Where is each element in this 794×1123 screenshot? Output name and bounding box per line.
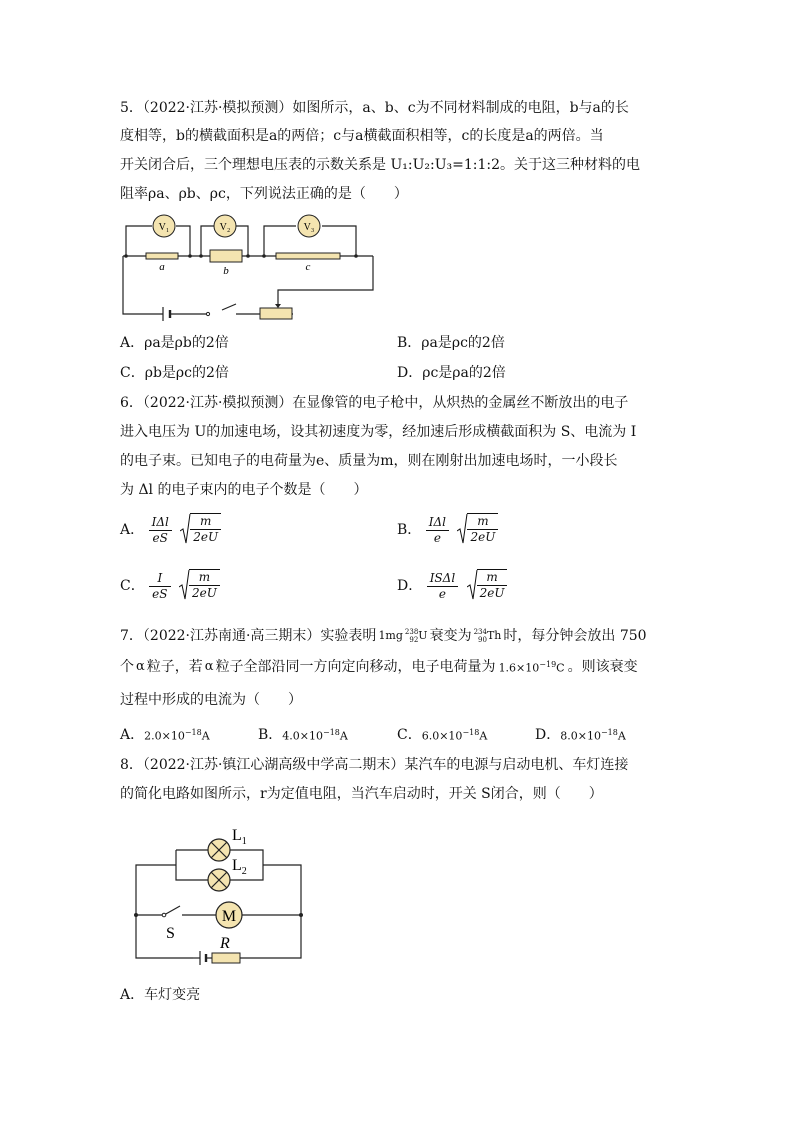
- q5-line-3: 开关闭合后，三个理想电压表的示数关系是 U₁:U₂:U₃=1:1:2。关于这三种材料的电: [120, 157, 641, 173]
- q7-uranium-nuclide: 238 92 U: [404, 628, 428, 644]
- q5-option-b[interactable]: B．ρa是ρc的2倍: [397, 335, 505, 351]
- q5-option-a[interactable]: A．ρa是ρb的2倍: [120, 335, 229, 351]
- q6-option-d[interactable]: [397, 569, 507, 603]
- q6-option-a[interactable]: [120, 513, 221, 547]
- q6-option-a-fraction: $\frac{\text{IΔl}}{eS}$: [149, 515, 172, 546]
- q7-option-c[interactable]: C．$6.0\times 10^{-18}A$: [397, 726, 488, 743]
- resistor-b-label: b: [223, 265, 229, 277]
- q6-option-b-label: B．: [397, 522, 422, 538]
- lamp-l1-label: $L_1$: [232, 827, 247, 847]
- q7-thorium-nuclide: 234 90 Th: [473, 628, 502, 644]
- q7-option-d[interactable]: D．$8.0\times 10^{-18}A$: [535, 726, 626, 743]
- q6-option-b-fraction: $\frac{\text{IΔl}}{e}$: [426, 515, 449, 546]
- q6-option-d-sqrt: $\frac{m}{2eU}$: [467, 569, 508, 603]
- q8-circuit-diagram: [128, 820, 308, 972]
- q5-line-4: 阻率ρa、ρb、ρc，下列说法正确的是（ ）: [120, 186, 408, 202]
- q6-option-b[interactable]: [397, 513, 498, 547]
- voltmeter-2-label: V₂: [219, 222, 231, 233]
- q7-option-a[interactable]: A．$2.0\times 10^{-18}A$: [120, 726, 210, 743]
- q6-option-b-sqrt: $\frac{m}{2eU}$: [457, 513, 498, 547]
- q5-line-1: 5．（2022·江苏·模拟预测）如图所示，a、b、c为不同材料制成的电阻，b与a的长: [120, 100, 629, 116]
- q8-option-a[interactable]: A．车灯变亮: [120, 987, 201, 1003]
- q6-option-c-sqrt: $\frac{m}{2eU}$: [179, 569, 220, 603]
- q6-line-4: 为 Δl 的电子束内的电子个数是（ ）: [120, 482, 368, 498]
- q7-option-b[interactable]: B．$4.0\times 10^{-18}A$: [258, 726, 348, 743]
- q7-line-1: 7．（2022·江苏南通·高三期末）实验表明 1mg 238 92 U 衰变为 234 90 Th 时，每分钟会放出 750: [120, 628, 647, 644]
- q8-line-2: 的简化电路如图所示，r为定值电阻，当汽车启动时，开关 S闭合，则（ ）: [120, 786, 603, 802]
- voltmeter-1-label: V₁: [158, 222, 170, 233]
- q6-line-3: 的电子束。已知电子的电荷量为e、质量为m，则在刚射出加速电场时，一小段长: [120, 453, 618, 469]
- q6-line-1: 6．（2022·江苏·模拟预测）在显像管的电子枪中，从炽热的金属丝不断放出的电子: [120, 395, 629, 411]
- q7-mass: 1mg: [378, 629, 403, 642]
- q6-option-a-sqrt: $\frac{m}{2eU}$: [180, 513, 221, 547]
- q5-option-d[interactable]: D．ρc是ρa的2倍: [397, 365, 506, 381]
- q6-line-2: 进入电压为 U的加速电场，设其初速度为零，经加速后形成横截面积为 S、电流为 I: [120, 424, 637, 440]
- q5-option-c[interactable]: C．ρb是ρc的2倍: [120, 365, 229, 381]
- q5-line-2: 度相等，b的横截面积是a的两倍；c与a横截面积相等，c的长度是a的两倍。当: [120, 128, 604, 144]
- voltmeter-3-label: V₃: [303, 222, 315, 233]
- q6-option-c[interactable]: [120, 569, 220, 603]
- resistor-c-label: c: [305, 261, 311, 273]
- q6-option-d-fraction: $\frac{\text{ISΔl}}{e}$: [427, 571, 458, 602]
- q6-option-c-fraction: $\frac{I}{eS}$: [149, 571, 170, 602]
- q6-option-a-label: A．: [120, 522, 145, 538]
- q8-line-1: 8．（2022·江苏·镇江心湖高级中学高二期末）某汽车的电源与启动电机、车灯连接: [120, 757, 629, 773]
- q6-option-c-label: C．: [120, 578, 145, 594]
- resistor-r-label: R: [220, 935, 230, 952]
- motor-label: M: [221, 908, 237, 925]
- resistor-a-label: a: [159, 261, 165, 273]
- q7-line-2: 个 α 粒子，若 α 粒子全部沿同一方向定向移动，电子电荷量为 $1.6\times 10^{-19}C$ 。则该衰变: [120, 655, 638, 679]
- q7-electron-charge: $1.6\times 10^{-19}C$: [498, 660, 565, 675]
- switch-s-label: S: [166, 925, 175, 942]
- q6-option-d-label: D．: [397, 578, 423, 594]
- q5-circuit-diagram: [118, 212, 382, 324]
- lamp-l2-label: $L_2$: [232, 857, 247, 877]
- q7-line-3: 过程中形成的电流为（ ）: [120, 692, 302, 708]
